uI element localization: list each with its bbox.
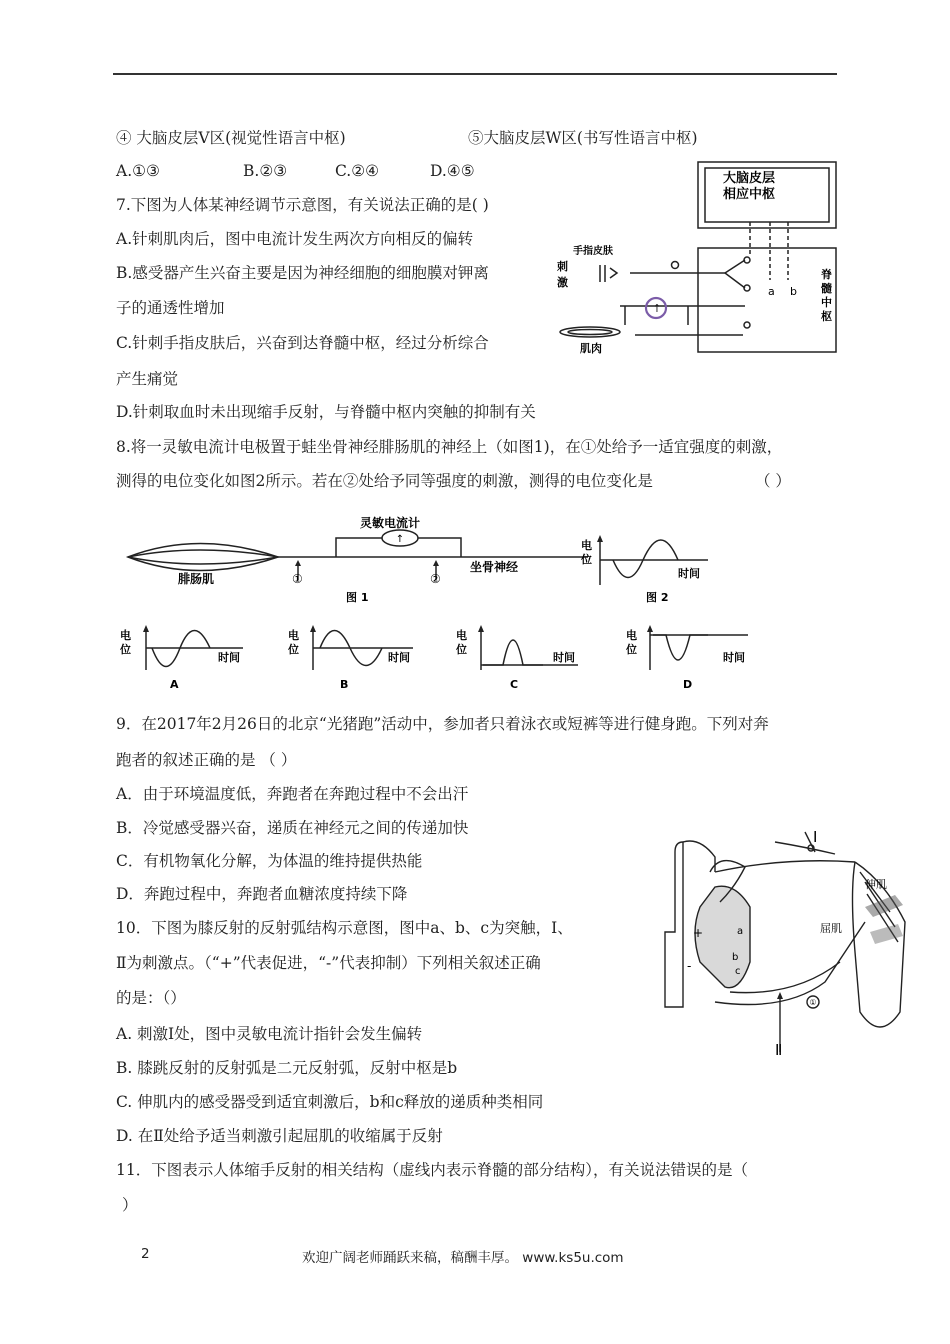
q8-option-A-label: A [170,678,179,691]
q11-stem-2: ） [122,1196,138,1214]
q10-fig-synapse-b: b [732,952,739,963]
q10-option-d: D. 在Ⅱ处给予适当刺激引起屈肌的收缩属于反射 [116,1127,443,1145]
q7-fig-muscle-label: 肌肉 [580,342,602,355]
q8-fig2-xlabel: 时间 [678,567,700,580]
q10-fig-plus-sign: + [693,926,704,940]
option-b: B.②③ [243,162,288,180]
q8-C-ylabel-1: 电 [456,629,467,642]
q9-stem-1: 9．在2017年2月26日的北京“光猪跑”活动中，参加者只着泳衣或短裤等进行健身跑。下列对奔 [116,715,769,733]
q7-option-c: C.针刺手指皮肤后，兴奋到达脊髓中枢，经过分析综合 [116,334,489,352]
q7-fig-spinal-label-4: 枢 [821,310,832,323]
q7-fig-spinal-label-2: 髓 [821,282,832,295]
q8-B-ylabel-2: 位 [288,643,299,656]
q8-option-C-label: C [510,678,519,691]
q10-option-a: A. 刺激Ⅰ处，图中灵敏电流计指针会发生偏转 [116,1025,423,1043]
q8-fig-point-2: ② [430,572,441,586]
q8-fig2-ylabel-2: 位 [581,553,592,566]
option-item-4: ④ 大脑皮层V区(视觉性语言中枢) [116,129,346,147]
q8-fig-muscle-label: 腓肠肌 [178,572,215,586]
q10-fig-stim-II-label: Ⅱ [775,1041,783,1057]
q9-stem-2: 跑者的叙述正确的是 （ ） [116,751,297,769]
q10-stem-3: 的是：（） [116,989,186,1007]
q7-fig-b-label: b [790,285,797,298]
q10-stem-1: 10．下图为膝反射的反射弧结构示意图，图中a、b、c为突触，Ⅰ、 [116,919,573,937]
q10-fig-stim-I-label: I [813,828,818,846]
option-d: D.④⑤ [430,162,475,180]
q10-fig-synapse-c: c [735,966,741,977]
q8-stem-2: 测得的电位变化如图2所示。若在②处给予同等强度的刺激，测得的电位变化是 [116,472,653,490]
q8-fig-nerve-label: 坐骨神经 [470,560,519,574]
header-rule [113,73,837,75]
q10-stem-2: Ⅱ为刺激点。（“+”代表促进，“-”代表抑制）下列相关叙述正确 [116,954,541,972]
q9-option-c: C．有机物氧化分解，为体温的维持提供热能 [116,852,423,870]
footer-text: 欢迎广阔老师踊跃来稿，稿酬丰厚。 www.ks5u.com [302,1250,624,1266]
q10-option-c: C. 伸肌内的感受器受到适宜刺激后，b和c释放的递质种类相同 [116,1093,544,1111]
q7-option-b: B.感受器产生兴奋主要是因为神经细胞的细胞膜对钾离 [116,264,489,282]
q8-fig-galvanometer-label: 灵敏电流计 [360,516,421,530]
q11-stem-1: 11．下图表示人体缩手反射的相关结构（虚线内表示脊髓的部分结构），有关说法错误的是（ [116,1161,748,1179]
q8-answer-paren: （ ） [755,472,791,490]
q7-fig-brain-label-2: 相应中枢 [723,187,776,202]
q8-A-ylabel-1: 电 [120,629,131,642]
q8-fig-point-1: ① [292,572,303,586]
q7-diagram [555,160,845,360]
q7-stem: 7.下图为人体某神经调节示意图，有关说法正确的是( ) [116,196,489,214]
q7-option-c-cont: 产生痛觉 [116,370,179,388]
option-a: A.①③ [116,162,160,180]
q8-C-ylabel-2: 位 [456,643,467,656]
q8-fig1-caption: 图 1 [346,591,369,604]
q7-fig-skin-label: 手指皮肤 [573,246,613,257]
q8-A-xlabel: 时间 [218,651,240,664]
q8-D-xlabel: 时间 [723,651,745,664]
q10-fig-flexor-label: 屈肌 [820,922,842,935]
q10-fig-extensor-label: 伸肌 [865,878,887,891]
q7-fig-spinal-label-1: 脊 [821,268,832,281]
q7-fig-spinal-label-3: 中 [821,296,832,309]
q8-D-ylabel-2: 位 [626,643,637,656]
q8-D-ylabel-1: 电 [626,629,637,642]
q8-stem-1: 8.将一灵敏电流计电极置于蛙坐骨神经腓肠肌的神经上（如图1)，在①处给予一适宜强度的刺激， [116,438,783,456]
svg-text:①: ① [809,998,817,1007]
q9-option-d: D．奔跑过程中，奔跑者血糖浓度持续下降 [116,885,408,903]
q10-diagram [655,812,915,1057]
q10-fig-minus-sign: - [687,959,692,973]
q10-fig-synapse-a: a [737,926,744,937]
q8-fig2-caption: 图 2 [646,591,669,604]
q9-option-b: B．冷觉感受器兴奋，递质在神经元之间的传递加快 [116,819,469,837]
q7-option-d: D.针刺取血时未出现缩手反射，与脊髓中枢内突触的抑制有关 [116,403,536,421]
q8-B-xlabel: 时间 [388,651,410,664]
q8-option-B-label: B [340,678,349,691]
q7-option-a: A.针刺肌肉后，图中电流计发生两次方向相反的偏转 [116,230,474,248]
q8-fig2-ylabel-1: 电 [581,539,592,552]
q7-fig-a-label: a [768,285,775,298]
page-number: 2 [141,1246,150,1262]
q8-diagram [118,505,788,700]
q7-fig-stim-label-2: 激 [557,276,568,289]
q8-C-xlabel: 时间 [553,651,575,664]
option-c: C.②④ [335,162,380,180]
svg-text:↑: ↑ [395,534,405,545]
q10-option-b: B. 膝跳反射的反射弧是二元反射弧，反射中枢是b [116,1059,458,1077]
q8-option-D-label: D [683,678,693,691]
option-item-5: ⑤大脑皮层W区(书写性语言中枢) [468,129,698,147]
q9-option-a: A．由于环境温度低，奔跑者在奔跑过程中不会出汗 [116,785,469,803]
svg-text:↑: ↑ [652,302,662,315]
q7-option-b-cont: 子的通透性增加 [116,299,225,317]
q8-B-ylabel-1: 电 [288,629,299,642]
q7-fig-stim-label-1: 刺 [557,260,568,273]
q7-fig-brain-label-1: 大脑皮层 [723,171,776,186]
q8-A-ylabel-2: 位 [120,643,131,656]
